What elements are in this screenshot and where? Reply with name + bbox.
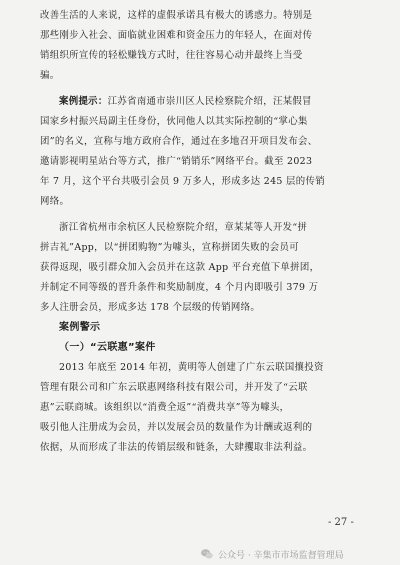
section-heading-warning: 案例警示 <box>59 322 101 333</box>
case-hint-body: 江苏省南通市崇川区人民检察院介绍，汪某假冒 国家乡村振兴局副主任身份，伙同他人以其实际控制的“掌心集 团”的名义，宣称与地方政府合作，通过在多地召开项目发布会、 邀请影视明星站台等方式，推广“销销乐”网络平台。截至 2023 年 7 月，这个平台共吸引会员 9 万多人，形成多达 245 层的传销 网络。 <box>40 96 325 207</box>
footer-text: 公众号 · 辛集市市场监督管理局 <box>218 550 344 561</box>
paragraph-case-hint <box>40 92 362 212</box>
paragraph-hangzhou-case: 浙江省杭州市余杭区人民检察院介绍，章某某等人开发“拼 拼吉礼”App，以“拼团购物”为噱头，宣称拼团失败的会员可 获得返现，吸引群众加入会员并在这款 App 平台充值下单拼团， 并制定不同等级的晋升条件和奖励制度，4 个月内即吸引 379 万 多人注册会员，形成多达 178 个层级的传销网络。 <box>40 222 320 313</box>
document-body <box>40 0 362 458</box>
paragraph-intro: 改善生活的人来说，这样的虚假承诺具有极大的诱惑力。特别是 那些刚步入社会、面临就业困难和资金压力的年轻人，在面对传 销组织所宣传的轻松赚钱方式时，往往容易心动并最终上当受 骗。 <box>40 10 313 81</box>
wechat-icon <box>200 547 214 561</box>
case-hint-label: 案例提示： <box>59 96 108 107</box>
page-number: - 27 - <box>328 517 354 528</box>
paragraph-yunlianhui: 2013 年底至 2014 年初，黄明等人创建了广东云联国攘投资 管理有限公司和广东云联惠网络科技有限公司，并开发了“云联 惠”云联商城。该组织以“消费全返”“消费共享”等为噱头， 吸引他人注册成为会员，并以发展会员的数量作为计酬或返利的 依据，从而形成了非法的传销层级和链条，大肆攫取非法利益。 <box>40 362 324 453</box>
subsection-heading-yunlianhui: （一）“云联惠”案件 <box>59 342 156 353</box>
watermark-footer <box>200 546 396 562</box>
